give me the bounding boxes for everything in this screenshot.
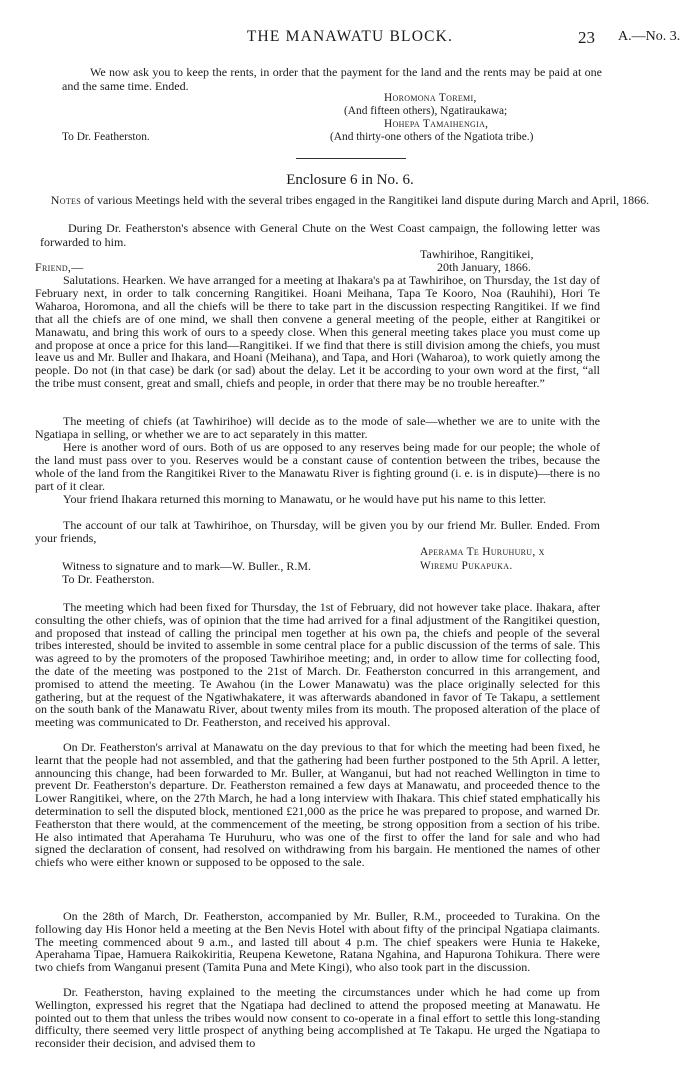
section-divider (296, 158, 406, 159)
enclosure-title: Enclosure 6 in No. 6. (286, 172, 414, 188)
letter-signer-aperama: Aperama Te Huruhuru, x (420, 546, 545, 558)
notes-text: of various Meetings held with the several tribes engaged in the Rangitikei land dispute during March and April, 1866. (83, 193, 650, 207)
signer-hohepa-note: (And thirty-one others of the Ngatiota tribe.) (330, 131, 534, 143)
page-number: 23 (578, 28, 595, 47)
notes-label: Notes (50, 193, 81, 207)
signer-horomona-note: (And fifteen others), Ngatiraukawa; (344, 105, 508, 117)
letter-witness: Witness to signature and to mark—W. Buller., R.M. (62, 559, 312, 573)
signer-horomona: Horomona Toremi, (384, 92, 477, 104)
notes-heading (40, 194, 660, 207)
letter-salutation: Friend,— (35, 260, 84, 274)
letter-place: Tawhirihoe, Rangitikei, (420, 247, 534, 261)
body-paragraph-4: Dr. Featherston, having explained to the meeting the circumstances under which he had come up from Wellington, expressed his regret that the Ngatiapa had declined to attend the proposed meeting at Manawatu. He pointed out to them that unless the tribes would now consent to co-operate in a final effort to settle this long-standing difficulty, there seemed very little prospect of anything being accomplished at Te Takapu. He urged the Ngatiapa to reconsider their decision, and advised them to (35, 985, 600, 1051)
signer-hohepa: Hohepa Tamaihengia, (384, 118, 489, 130)
body-paragraph-2: On Dr. Featherston's arrival at Manawatu on the day previous to that for which the meeting had been fixed, he learnt that the people had not assembled, and that the gathering had been further postponed to the 5th April. A letter, announcing this change, had been forwarded to Mr. Buller, at Wanganui, but had not reached Wellington in time to prevent Dr. Featherston's departure. Dr. Featherston remained a few days at Manawatu, and proceeded thence to the Lower Rangitikei, where, on the 27th March, he had a long interview with Ihakara. This chief stated emphatically his determination to sell the disputed block, mentioned £21,000 as the price he was prepared to propose, and warned Dr. Featherston that there would, at the commencement of the meeting, be strong opposition from a section of his tribe. He also intimated that Aperahama Te Huruhuru, who was one of the first to offer the land for sale and who had signed the declaration of consent, had resolved on withdrawing from his bargain. He mentioned the names of other chiefs who were either known or supposed to be opposed to the sale. (35, 740, 600, 870)
letter-paragraph-2: The meeting of chiefs (at Tawhirihoe) will decide as to the mode of sale—whether we are to unite with the Ngatiapa in selling, or whether we are to act separately in this matter. (35, 414, 600, 441)
letter-paragraph-3: Here is another word of ours. Both of us are opposed to any reserves being made for our people; the whole of the land must pass over to you. Reserves would be a constant cause of contention between the tribes, because the whole of the land from the Rangitikei River to the Manawatu River is fighting ground (i. e. is in dispute)—there is no part of it clear. (35, 440, 600, 493)
letter-date: 20th January, 1866. (437, 260, 531, 274)
letter-paragraph-5: The account of our talk at Tawhirihoe, on Thursday, will be given you by our friend Mr. Buller. Ended. From your friends, (35, 518, 600, 545)
body-paragraph-1: The meeting which had been fixed for Thursday, the 1st of February, did not however take place. Ihakara, after consulting the other chiefs, was of opinion that the time had arrived for a final adjustment of the Rangitikei question, and proposed that instead of calling the principal men together at his own pa, the chiefs and people of the several tribes interested, should be invited to assemble in some central place for a public discussion of the terms of sale. This was agreed to by the promoters of the proposed Tawhirihoe meeting; and, in order to allow time for collecting food, the date of the meeting was postponed to the 21st of March. Dr. Featherston concurred in this arrangement, and promised to attend the meeting. Te Awahou (in the Lower Manawatu) was the place originally selected for this gathering, but at the request of the Ngatiwhakatere, it was afterwards abandoned in favor of Te Takapu, a settlement on the south bank of the Manawatu River, about twenty miles from its mouth. The proposed alteration of the place of meeting was communicated to Dr. Featherston, and received his approval. (35, 600, 600, 730)
document-code: A.—No. 3. (618, 29, 681, 44)
enclosure-intro: During Dr. Featherston's absence with General Chute on the West Coast campaign, the following letter was forwarded to him. (40, 221, 600, 249)
intro-paragraph: We now ask you to keep the rents, in order that the payment for the land and the rents may be paid at one and the same time. Ended. (62, 65, 602, 93)
intro-addressee: To Dr. Featherston. (62, 131, 150, 143)
letter-paragraph-4: Your friend Ihakara returned this morning to Manawatu, or he would have put his name to this letter. (63, 492, 547, 506)
running-title: THE MANAWATU BLOCK. (246, 28, 454, 45)
letter-signer-wiremu: Wiremu Pukapuka. (420, 560, 513, 572)
running-head (0, 28, 700, 52)
letter-paragraph-1: Salutations. Hearken. We have arranged for a meeting at Ihakara's pa at Tawhirihoe, on Thursday, the 1st day of February next, in order to talk concerning Rangitikei. Hoani Meihana, Tapa Te Kooro, Noa (Rauhihi), Hori Te Waharoa, Horomona, and all the chiefs will be there to take part in the discussion respecting Rangitikei. If we find that all the chiefs are of one mind, we shall then convene a general meeting of the people, either at Rangitikei or Manawatu, and bring this work of ours to a speedy close. When this general meeting takes place you must come up and propose at once a price for this land—Rangitikei. If we find that there is still division among the chiefs, you must leave us and Mr. Buller and Ihakara, and Hoani (Meihana), and Tapa, and Hori (Waharoa), to work quietly among the people. Do not (in that case) be dark (or sad) about the delay. Let it be according to your own word at the first, “all the tribe must consent, great and small, chiefs and people, in order that there may be no trouble hereafter.” (35, 273, 600, 391)
body-paragraph-3: On the 28th of March, Dr. Featherston, accompanied by Mr. Buller, R.M., proceeded to Turakina. On the following day His Honor held a meeting at the Ben Nevis Hotel with about fifty of the principal Ngatiapa claimants. The meeting commenced about 9 a.m., and lasted till about 4 p.m. The chief speakers were Hunia te Hakeke, Aperahama Tipae, Hamuera Raikokiritia, Reupena Kewetone, Ratana Ngahina, and Hapurona Tohikura. There were two chiefs from Wanganui present (Tamita Puna and Mete Kingi), who also took part in the discussion. (35, 909, 600, 975)
letter-to: To Dr. Featherston. (62, 572, 155, 586)
